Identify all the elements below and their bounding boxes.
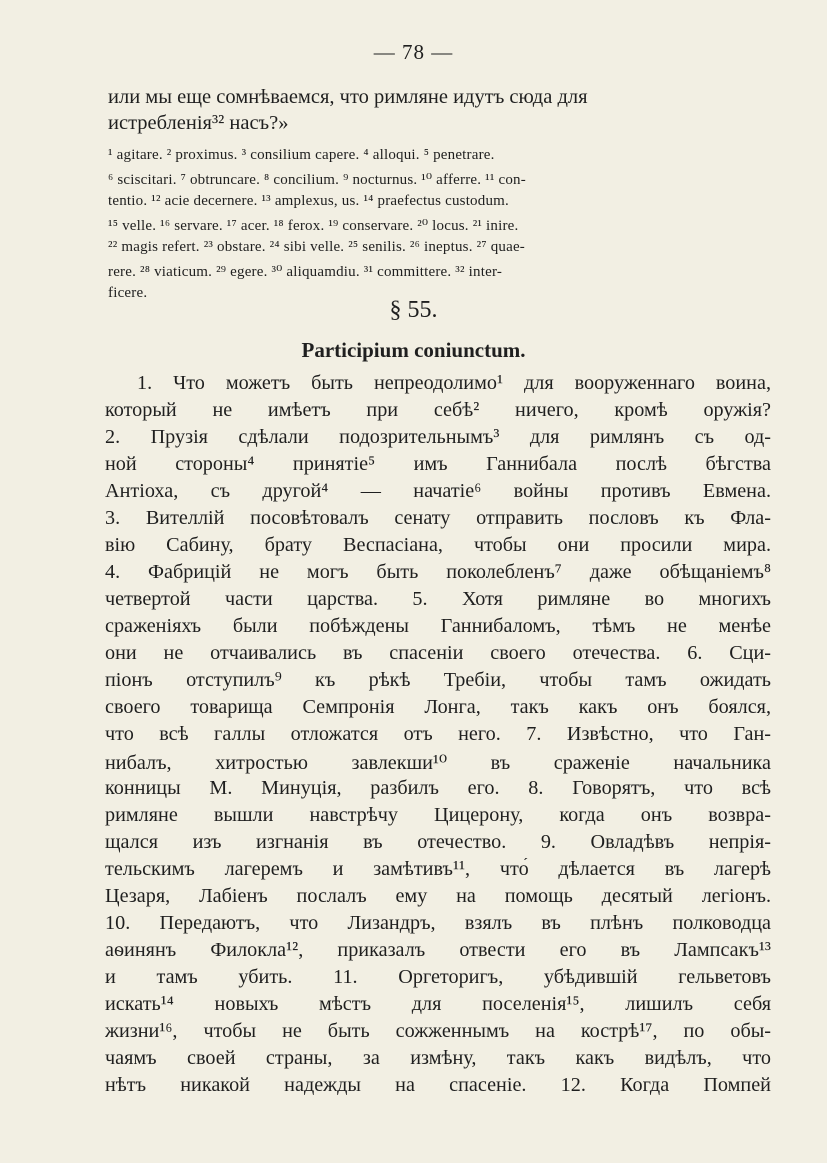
body-line: и тамъ убить. 11. Оргеторигъ, убѣдившій гельветовъ <box>105 966 771 988</box>
section-title: § 55. <box>389 297 438 323</box>
body-line: тельскимъ лагеремъ и замѣтивъ¹¹, что́ дѣлается въ лагерѣ <box>105 858 771 880</box>
body-line: жизни¹⁶, чтобы не быть сожженнымъ на кострѣ¹⁷, по обы- <box>105 1020 771 1042</box>
body-line: піонъ отступилъ⁹ къ рѣкѣ Требіи, чтобы тамъ ожидать <box>105 669 771 691</box>
footnote-line: ⁶ sciscitari. ⁷ obtruncare. ⁸ concilium. ⁹ nocturnus. ¹⁰ afferre. ¹¹ con- <box>108 172 526 188</box>
body-line: который не имѣетъ при себѣ² ничего, кромѣ оружія? <box>105 399 771 421</box>
body-line: своего товарища Семпронія Лонга, такъ какъ онъ боялся, <box>105 696 771 718</box>
body-line: ной стороны⁴ принятіе⁵ имъ Ганнибала послѣ бѣгства <box>105 453 771 475</box>
body-line: нибалъ, хитростью завлекши¹⁰ въ сраженіе начальника <box>105 752 771 774</box>
body-line: вію Сабину, брату Веспасіана, чтобы они просили мира. <box>105 534 771 556</box>
body-line: 10. Передаютъ, что Лизандръ, взялъ въ плѣнъ полководца <box>105 912 771 934</box>
section-subtitle: Participium coniunctum. <box>301 338 526 362</box>
body-line: что всѣ галлы отложатся отъ него. 7. Извѣстно, что Ган- <box>105 723 771 745</box>
top-text-line: или мы еще сомнѣваемся, что римляне идутъ сюда для <box>108 86 588 108</box>
body-line: римляне вышли навстрѣчу Цицерону, когда онъ возвра- <box>105 804 771 826</box>
body-line: аѳинянъ Филокла¹², приказалъ отвести его въ Лампсакъ¹³ <box>105 939 771 961</box>
body-line: 3. Вителлій посовѣтовалъ сенату отправить пословъ къ Фла- <box>105 507 771 529</box>
body-line: 1. Что можетъ быть непреодолимо¹ для вооруженнаго воина, <box>137 372 771 394</box>
body-line: чаямъ своей страны, за измѣну, такъ какъ видѣлъ, что <box>105 1047 771 1069</box>
footnote-line: ²² magis refert. ²³ obstare. ²⁴ sibi velle. ²⁵ senilis. ²⁶ ineptus. ²⁷ quae- <box>108 239 526 255</box>
body-line: искать¹⁴ новыхъ мѣстъ для поселенія¹⁵, лишилъ себя <box>105 993 771 1015</box>
page-number: — 78 — <box>373 40 454 64</box>
body-line: нѣтъ никакой надежды на спасеніе. 12. Когда Помпей <box>105 1074 771 1096</box>
body-line: конницы М. Минуція, разбилъ его. 8. Говорятъ, что всѣ <box>105 777 771 799</box>
body-line: 4. Фабрицій не могъ быть поколебленъ⁷ даже обѣщаніемъ⁸ <box>105 561 771 583</box>
footnote-line: ¹⁵ velle. ¹⁶ servare. ¹⁷ acer. ¹⁸ ferox. ¹⁹ conservare. ²⁰ locus. ²¹ inire. <box>108 218 519 234</box>
top-text-line: истребленія³² насъ?» <box>108 112 289 134</box>
body-line: 2. Прузія сдѣлали подозрительнымъ³ для римлянъ съ од- <box>105 426 771 448</box>
body-line: четвертой части царства. 5. Хотя римляне во многихъ <box>105 588 771 610</box>
footnote-line: ficere. <box>108 285 148 301</box>
body-line: сраженіяхъ были побѣждены Ганнибаломъ, тѣмъ не менѣе <box>105 615 771 637</box>
footnote-line: tentio. ¹² acie decernere. ¹³ amplexus, us. ¹⁴ praefectus custodum. <box>108 193 509 209</box>
body-line: Цезаря, Лабіенъ послалъ ему на помощь десятый легіонъ. <box>105 885 771 907</box>
footnote-line: ¹ agitare. ² proximus. ³ consilium capere. ⁴ alloqui. ⁵ penetrare. <box>108 147 495 163</box>
footnote-line: rere. ²⁸ viaticum. ²⁹ egere. ³⁰ aliquamdiu. ³¹ committere. ³² inter- <box>108 264 503 280</box>
body-line: Антіоха, съ другой⁴ — начатіе⁶ войны противъ Евмена. <box>105 480 771 502</box>
body-line: щался изъ изгнанія въ отечество. 9. Овладѣвъ непрія- <box>105 831 771 853</box>
body-line: они не отчаивались въ спасеніи своего отечества. 6. Сци- <box>105 642 771 664</box>
